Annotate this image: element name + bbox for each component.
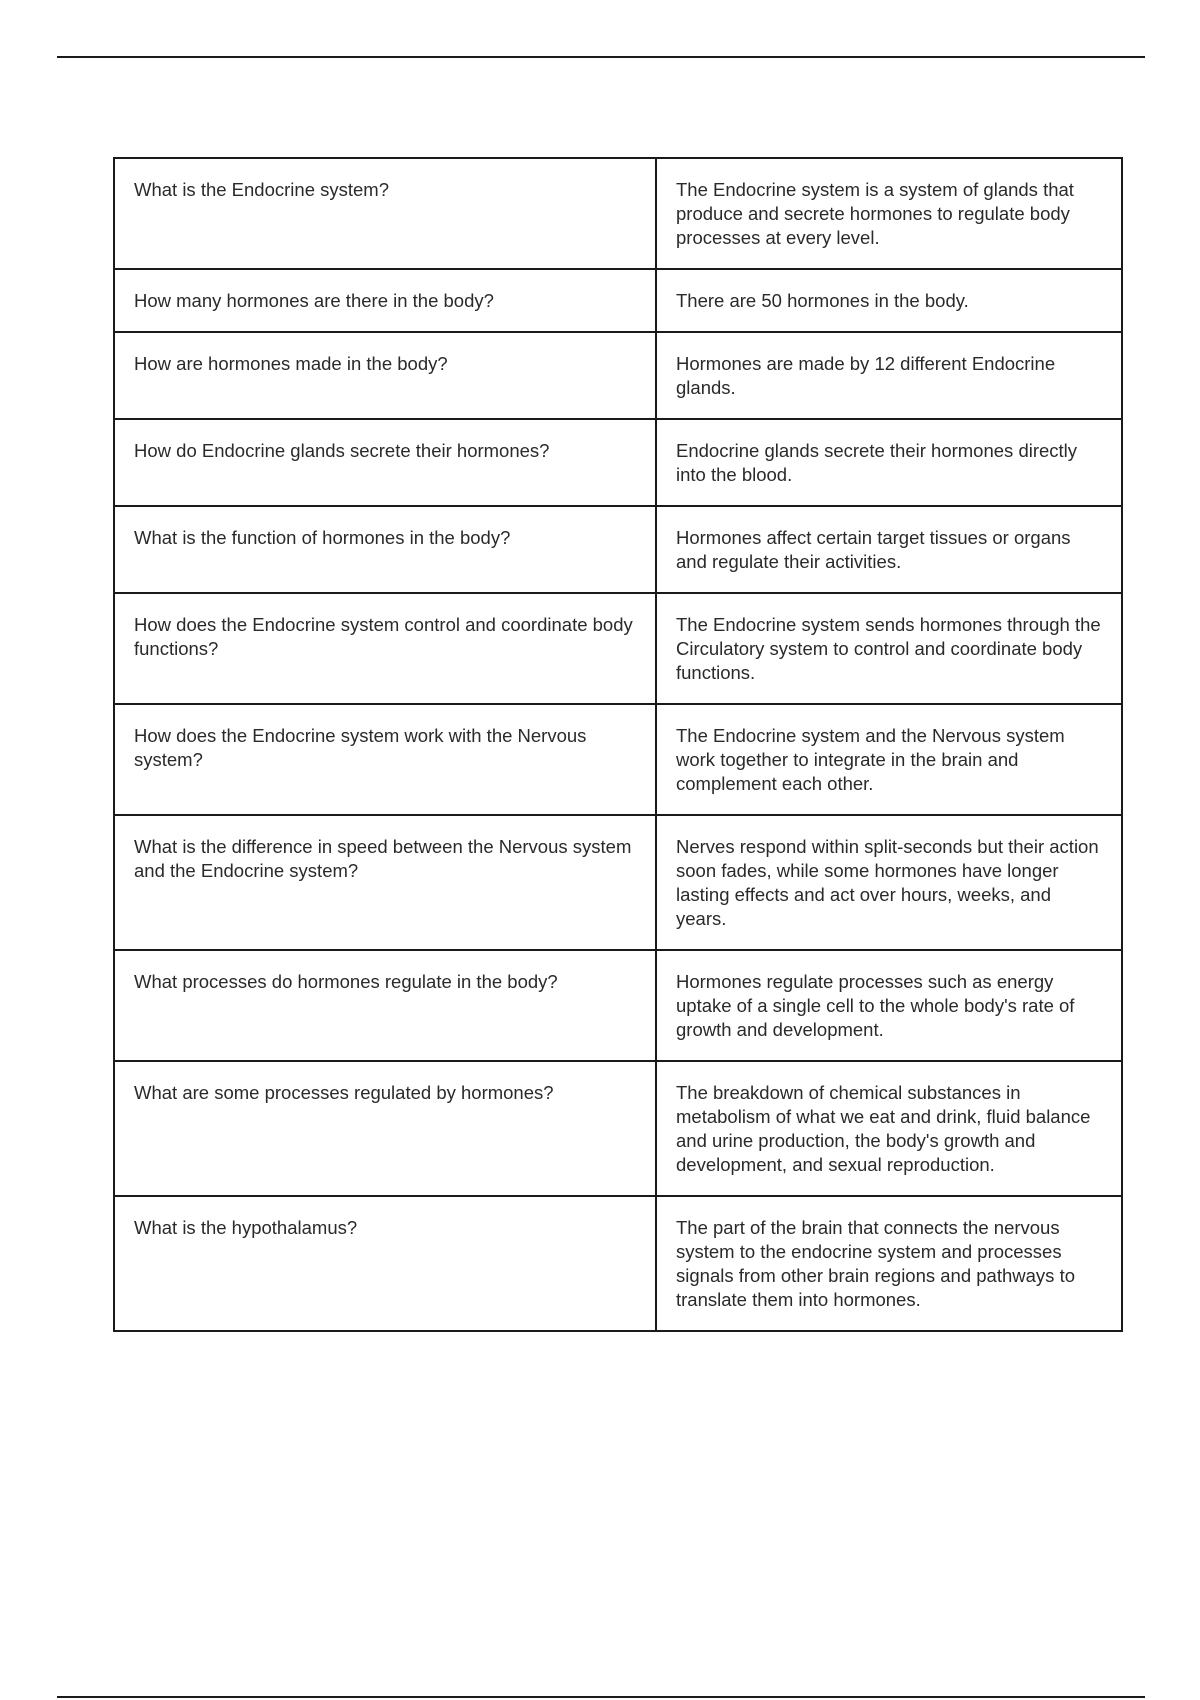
question-cell: How does the Endocrine system work with the Nervous system?	[114, 704, 656, 815]
answer-cell: Endocrine glands secrete their hormones directly into the blood.	[656, 419, 1122, 506]
answer-cell: Nerves respond within split-seconds but their action soon fades, while some hormones have longer lasting effects and act over hours, weeks, and years.	[656, 815, 1122, 950]
table-row	[114, 1196, 1122, 1331]
footer-rule	[57, 1696, 1145, 1698]
question-cell: What is the difference in speed between the Nervous system and the Endocrine system?	[114, 815, 656, 950]
answer-cell: The Endocrine system is a system of glands that produce and secrete hormones to regulate body processes at every level.	[656, 158, 1122, 269]
qa-table	[113, 157, 1123, 1332]
table-row	[114, 1061, 1122, 1196]
header-rule	[57, 56, 1145, 58]
question-cell: What are some processes regulated by hormones?	[114, 1061, 656, 1196]
table-row	[114, 593, 1122, 704]
answer-cell: The part of the brain that connects the nervous system to the endocrine system and processes signals from other brain regions and pathways to translate them into hormones.	[656, 1196, 1122, 1331]
answer-cell: Hormones regulate processes such as energy uptake of a single cell to the whole body's rate of growth and development.	[656, 950, 1122, 1061]
answer-cell: The Endocrine system sends hormones through the Circulatory system to control and coordinate body functions.	[656, 593, 1122, 704]
question-cell: What is the function of hormones in the body?	[114, 506, 656, 593]
table-row	[114, 332, 1122, 419]
table-row	[114, 269, 1122, 332]
question-cell: How are hormones made in the body?	[114, 332, 656, 419]
answer-cell: There are 50 hormones in the body.	[656, 269, 1122, 332]
question-cell: How does the Endocrine system control and coordinate body functions?	[114, 593, 656, 704]
answer-cell: Hormones affect certain target tissues or organs and regulate their activities.	[656, 506, 1122, 593]
table-row	[114, 158, 1122, 269]
answer-cell: The Endocrine system and the Nervous system work together to integrate in the brain and complement each other.	[656, 704, 1122, 815]
question-cell: How do Endocrine glands secrete their hormones?	[114, 419, 656, 506]
question-cell: What is the hypothalamus?	[114, 1196, 656, 1331]
answer-cell: The breakdown of chemical substances in metabolism of what we eat and drink, fluid balance and urine production, the body's growth and development, and sexual reproduction.	[656, 1061, 1122, 1196]
table-row	[114, 950, 1122, 1061]
table-row	[114, 815, 1122, 950]
answer-cell: Hormones are made by 12 different Endocrine glands.	[656, 332, 1122, 419]
table-row	[114, 419, 1122, 506]
question-cell: How many hormones are there in the body?	[114, 269, 656, 332]
question-cell: What processes do hormones regulate in the body?	[114, 950, 656, 1061]
table-row	[114, 506, 1122, 593]
table-row	[114, 704, 1122, 815]
question-cell: What is the Endocrine system?	[114, 158, 656, 269]
